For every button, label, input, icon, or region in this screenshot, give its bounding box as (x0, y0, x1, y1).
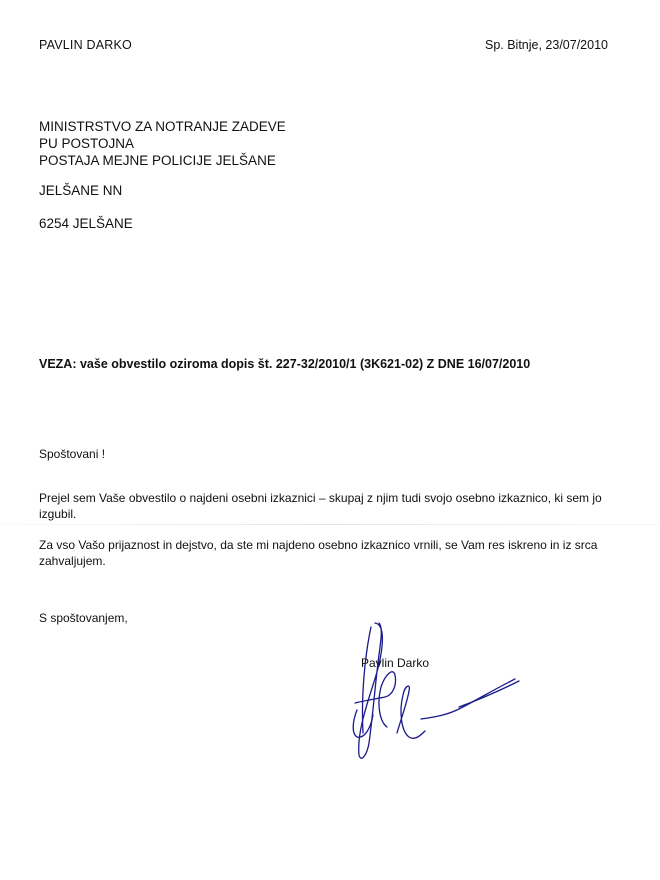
body-paragraph-2: Za vso Vašo prijaznost in dejstvo, da ste mi najdeno osebno izkaznico vrnili, se Vam res iskreno in iz srca zahvaljujem. (39, 538, 598, 568)
closing: S spoštovanjem, (39, 611, 128, 625)
place-date: Sp. Bitnje, 23/07/2010 (484, 38, 608, 52)
recipient-line-ministry: MINISTRSTVO ZA NOTRANJE ZADEVE (39, 119, 286, 134)
body-paragraph-1: Prejel sem Vaše obvestilo o najdeni osebni izkaznici – skupaj z njim tudi svojo osebno izkaznico, ki sem jo izgubil. (39, 491, 602, 521)
signer-name: Pavlin Darko (361, 656, 430, 670)
sender-name: PAVLIN DARKO (39, 38, 132, 52)
greeting: Spoštovani ! (39, 447, 106, 461)
handwritten-signature (335, 615, 535, 765)
recipient-line-pu: PU POSTOJNA (39, 136, 135, 151)
recipient-block (39, 118, 286, 169)
recipient-street: JELŠANE NN (39, 183, 123, 198)
subject-line: VEZA: vaše obvestilo oziroma dopis št. 227-32/2010/1 (3K621-02) Z DNE 16/07/2010 (39, 357, 531, 371)
scan-fold-line (0, 524, 660, 525)
recipient-line-station: POSTAJA MEJNE POLICIJE JELŠANE (39, 153, 276, 168)
recipient-postal: 6254 JELŠANE (39, 216, 133, 231)
